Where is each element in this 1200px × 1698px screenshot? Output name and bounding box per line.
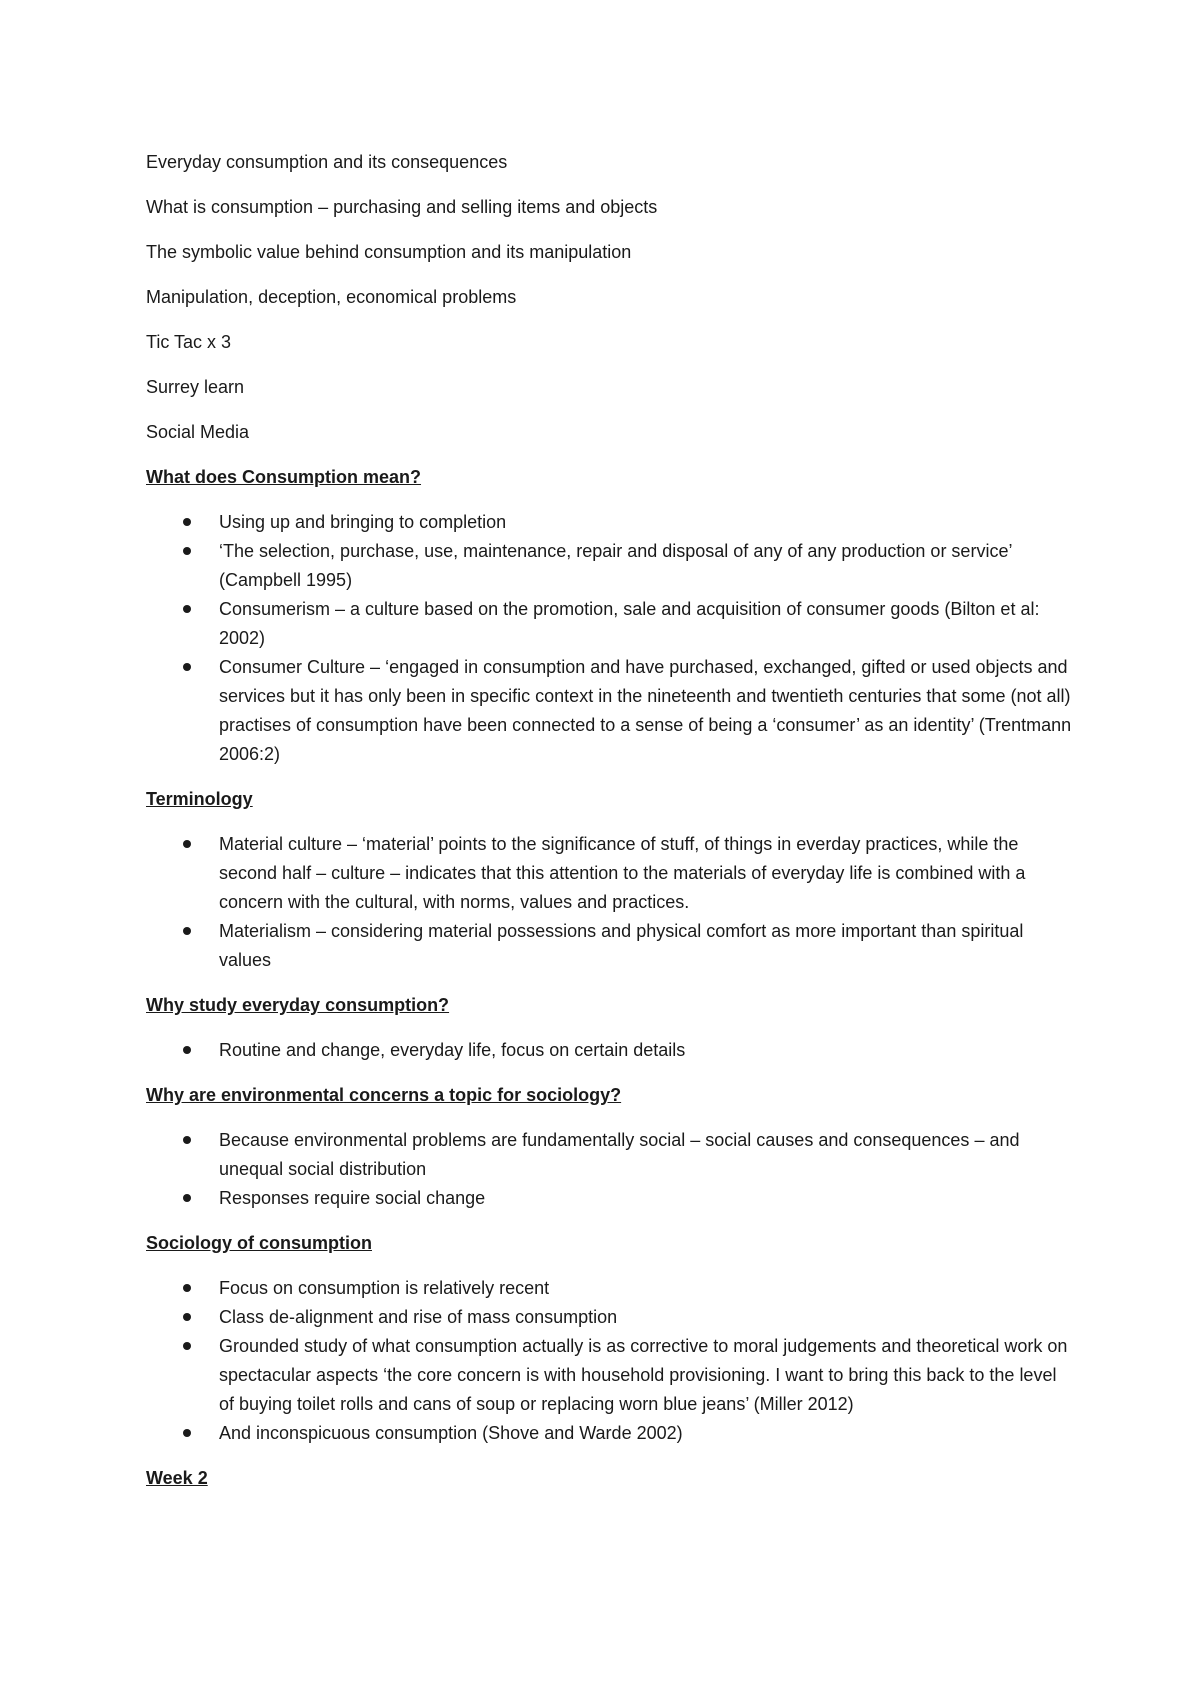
document-body <box>146 148 1076 1509</box>
list-item-text: Using up and bringing to completion <box>219 512 507 532</box>
section-heading-consumption-meaning: What does Consumption mean? <box>146 467 422 487</box>
bullet-list <box>146 508 1076 769</box>
bullet-icon <box>183 1136 191 1144</box>
list-item <box>146 1332 1076 1419</box>
bullet-list <box>146 1126 1076 1213</box>
intro-line: Everyday consumption and its consequences <box>146 152 508 172</box>
list-item-text: Grounded study of what consumption actually is as corrective to moral judgements and theoretical work on spectacular aspects ‘the core concern is with household provisioning. I want to bring this back to the level of buying toilet rolls and cans of soup or replacing worn blue jeans’ (Miller 2012) <box>219 1336 1068 1414</box>
bullet-list <box>146 830 1076 975</box>
list-item-text: Class de-alignment and rise of mass consumption <box>219 1307 618 1327</box>
intro-line: The symbolic value behind consumption and its manipulation <box>146 242 632 262</box>
bullet-icon <box>183 927 191 935</box>
intro-line: What is consumption – purchasing and selling items and objects <box>146 197 658 217</box>
list-item <box>146 830 1076 917</box>
list-item-text: ‘The selection, purchase, use, maintenance, repair and disposal of any of any production or service’ (Campbell 1995) <box>219 541 1012 590</box>
list-item <box>146 1184 1076 1213</box>
list-item-text: Because environmental problems are fundamentally social – social causes and consequences – and unequal social distribution <box>219 1130 1020 1179</box>
bullet-icon <box>183 1342 191 1350</box>
section-heading-sociology-of-consumption: Sociology of consumption <box>146 1233 372 1253</box>
section-heading-why-study: Why study everyday consumption? <box>146 995 450 1015</box>
list-item-text: And inconspicuous consumption (Shove and Warde 2002) <box>219 1423 683 1443</box>
intro-line: Tic Tac x 3 <box>146 332 232 352</box>
bullet-icon <box>183 663 191 671</box>
list-item <box>146 537 1076 595</box>
bullet-list <box>146 1274 1076 1448</box>
list-item <box>146 653 1076 769</box>
bullet-icon <box>183 518 191 526</box>
bullet-icon <box>183 547 191 555</box>
bullet-icon <box>183 605 191 613</box>
section-heading-terminology: Terminology <box>146 789 253 809</box>
intro-line: Manipulation, deception, economical problems <box>146 287 517 307</box>
list-item-text: Consumer Culture – ‘engaged in consumption and have purchased, exchanged, gifted or used objects and services but it has only been in specific context in the nineteenth and twentieth centuries that some (not all) practises of consumption have been connected to a sense of being a ‘consumer’ as an identity’ (Trentmann 2006:2) <box>219 657 1072 764</box>
bullet-icon <box>183 840 191 848</box>
list-item-text: Focus on consumption is relatively recent <box>219 1278 550 1298</box>
bullet-icon <box>183 1046 191 1054</box>
list-item-text: Consumerism – a culture based on the promotion, sale and acquisition of consumer goods (Bilton et al: 2002) <box>219 599 1040 648</box>
list-item <box>146 1274 1076 1303</box>
list-item <box>146 1303 1076 1332</box>
bullet-icon <box>183 1194 191 1202</box>
bullet-icon <box>183 1313 191 1321</box>
list-item-text: Materialism – considering material possessions and physical comfort as more important than spiritual values <box>219 921 1024 970</box>
intro-line: Surrey learn <box>146 377 245 397</box>
bullet-list <box>146 1036 1076 1065</box>
section-heading-environmental: Why are environmental concerns a topic for sociology? <box>146 1085 622 1105</box>
list-item <box>146 1126 1076 1184</box>
bullet-icon <box>183 1429 191 1437</box>
list-item-text: Responses require social change <box>219 1188 486 1208</box>
list-item <box>146 508 1076 537</box>
list-item-text: Material culture – ‘material’ points to the significance of stuff, of things in everday practices, while the second half – culture – indicates that this attention to the materials of everyday life is combined with a concern with the cultural, with norms, values and practices. <box>219 834 1026 912</box>
list-item <box>146 1036 1076 1065</box>
list-item <box>146 1419 1076 1448</box>
list-item <box>146 917 1076 975</box>
list-item-text: Routine and change, everyday life, focus on certain details <box>219 1040 686 1060</box>
bullet-icon <box>183 1284 191 1292</box>
list-item <box>146 595 1076 653</box>
section-heading-week-2: Week 2 <box>146 1468 208 1488</box>
intro-line: Social Media <box>146 422 250 442</box>
